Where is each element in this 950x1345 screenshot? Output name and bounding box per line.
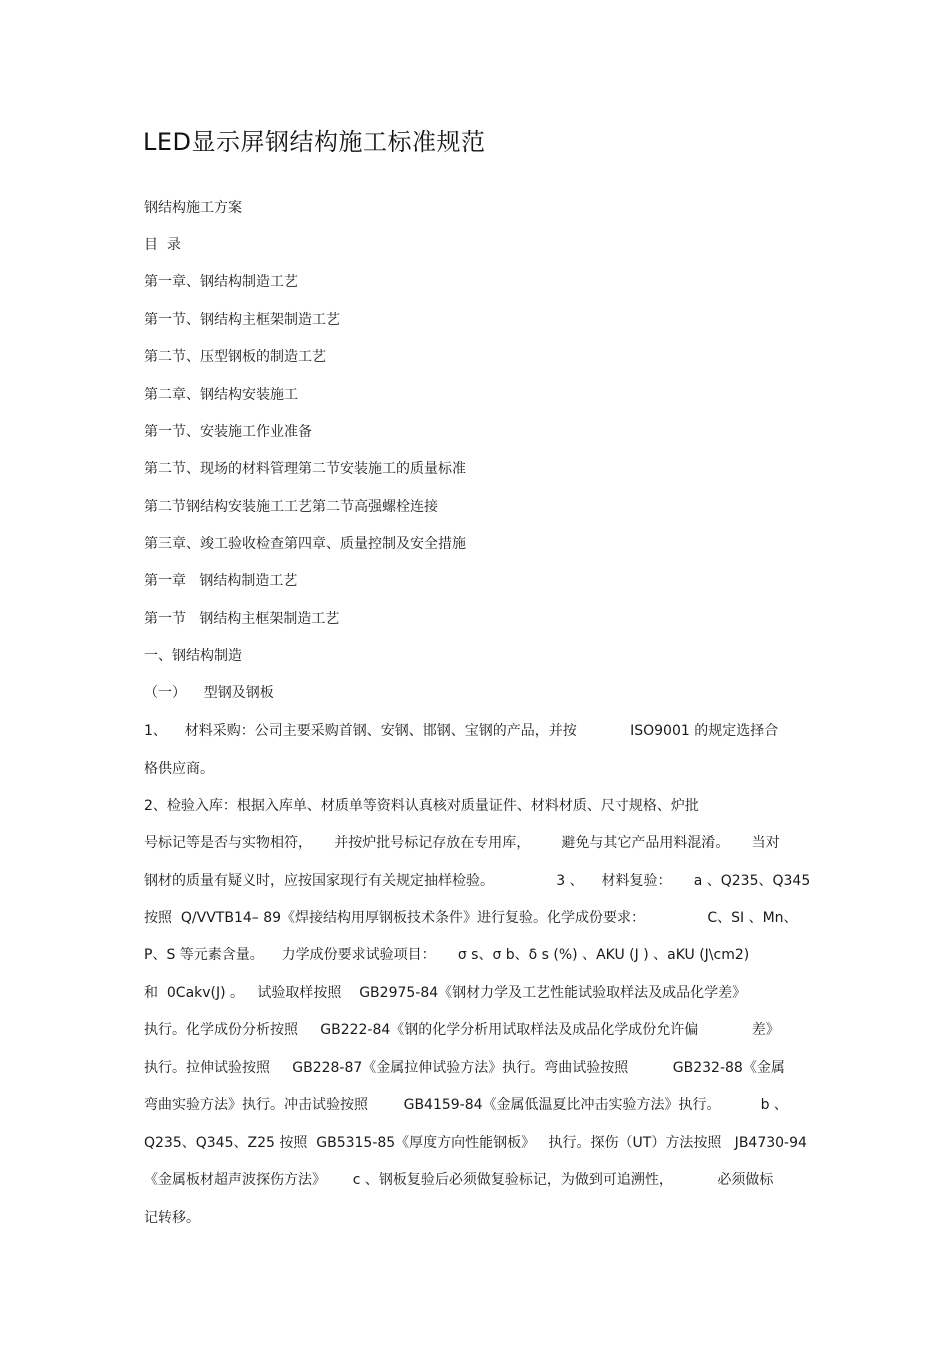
- text-line: Q235、Q345、Z25 按照 GB5315-85《厚度方向性能钢板》 执行。探伤（UT）方法按照 JB4730-94: [144, 1135, 807, 1151]
- text-line: 第一节 钢结构主框架制造工艺: [144, 611, 340, 627]
- text-line: 《金属板材超声波探伤方法》 c 、钢板复验后必须做复验标记，为做到可追溯性， 必须做标: [144, 1172, 774, 1188]
- text-line: P、S 等元素含量。 力学成份要求试验项目： σ s、σ b、δ s (%) 、AKU (J ) 、aKU (J\cm2): [144, 947, 750, 963]
- text-line: 第三章、竣工验收检查第四章、质量控制及安全措施: [144, 536, 466, 552]
- text-line: 第二节钢结构安装施工工艺第二节高强螺栓连接: [144, 499, 438, 515]
- text-line: 第一节、安装施工作业准备: [144, 424, 312, 440]
- text-line: 执行。拉伸试验按照 GB228-87《金属拉伸试验方法》执行。弯曲试验按照 GB232-88《金属: [144, 1060, 785, 1076]
- text-line: 钢结构施工方案: [144, 200, 242, 216]
- text-line: 第二节、现场的材料管理第二节安装施工的质量标准: [144, 461, 466, 477]
- text-line: （一） 型钢及钢板: [144, 685, 274, 701]
- text-line: 一、钢结构制造: [144, 648, 242, 664]
- text-line: 第二节、压型钢板的制造工艺: [144, 349, 326, 365]
- text-line: 第二章、钢结构安装施工: [144, 387, 298, 403]
- text-line: 第一章 钢结构制造工艺: [144, 573, 298, 589]
- text-line: 2、检验入库：根据入库单、材质单等资料认真核对质量证件、材料材质、尺寸规格、炉批: [144, 798, 699, 814]
- text-line: 按照 Q/VVTB14– 89《焊接结构用厚钢板技术条件》进行复验。化学成份要求： C、SI 、Mn、: [144, 910, 798, 926]
- text-line: 号标记等是否与实物相符， 并按炉批号标记存放在专用库， 避免与其它产品用料混淆。 当对: [144, 835, 780, 851]
- text-line: 钢材的质量有疑义时，应按国家现行有关规定抽样检验。 3 、 材料复验： a 、Q235、Q345: [144, 873, 811, 889]
- text-line: 和 0Cakv(J) 。 试验取样按照 GB2975-84《钢材力学及工艺性能试验取样法及成品化学差》: [144, 985, 747, 1001]
- text-line: 第一章、钢结构制造工艺: [144, 274, 298, 290]
- text-line: 目 录: [144, 237, 181, 253]
- text-line: 第一节、钢结构主框架制造工艺: [144, 312, 340, 328]
- document-title: LED显示屏钢结构施工标准规范: [143, 128, 486, 156]
- text-line: 格供应商。: [144, 761, 214, 777]
- text-line: 记转移。: [144, 1210, 200, 1226]
- text-line: 1、 材料采购：公司主要采购首钢、安钢、邯钢、宝钢的产品，并按 ISO9001 的规定选择合: [144, 723, 779, 739]
- text-line: 弯曲实验方法》执行。冲击试验按照 GB4159-84《金属低温夏比冲击实验方法》执行。 b 、: [144, 1097, 788, 1113]
- text-line: 执行。化学成份分析按照 GB222-84《钢的化学分析用试取样法及成品化学成份允许偏 差》: [144, 1022, 780, 1038]
